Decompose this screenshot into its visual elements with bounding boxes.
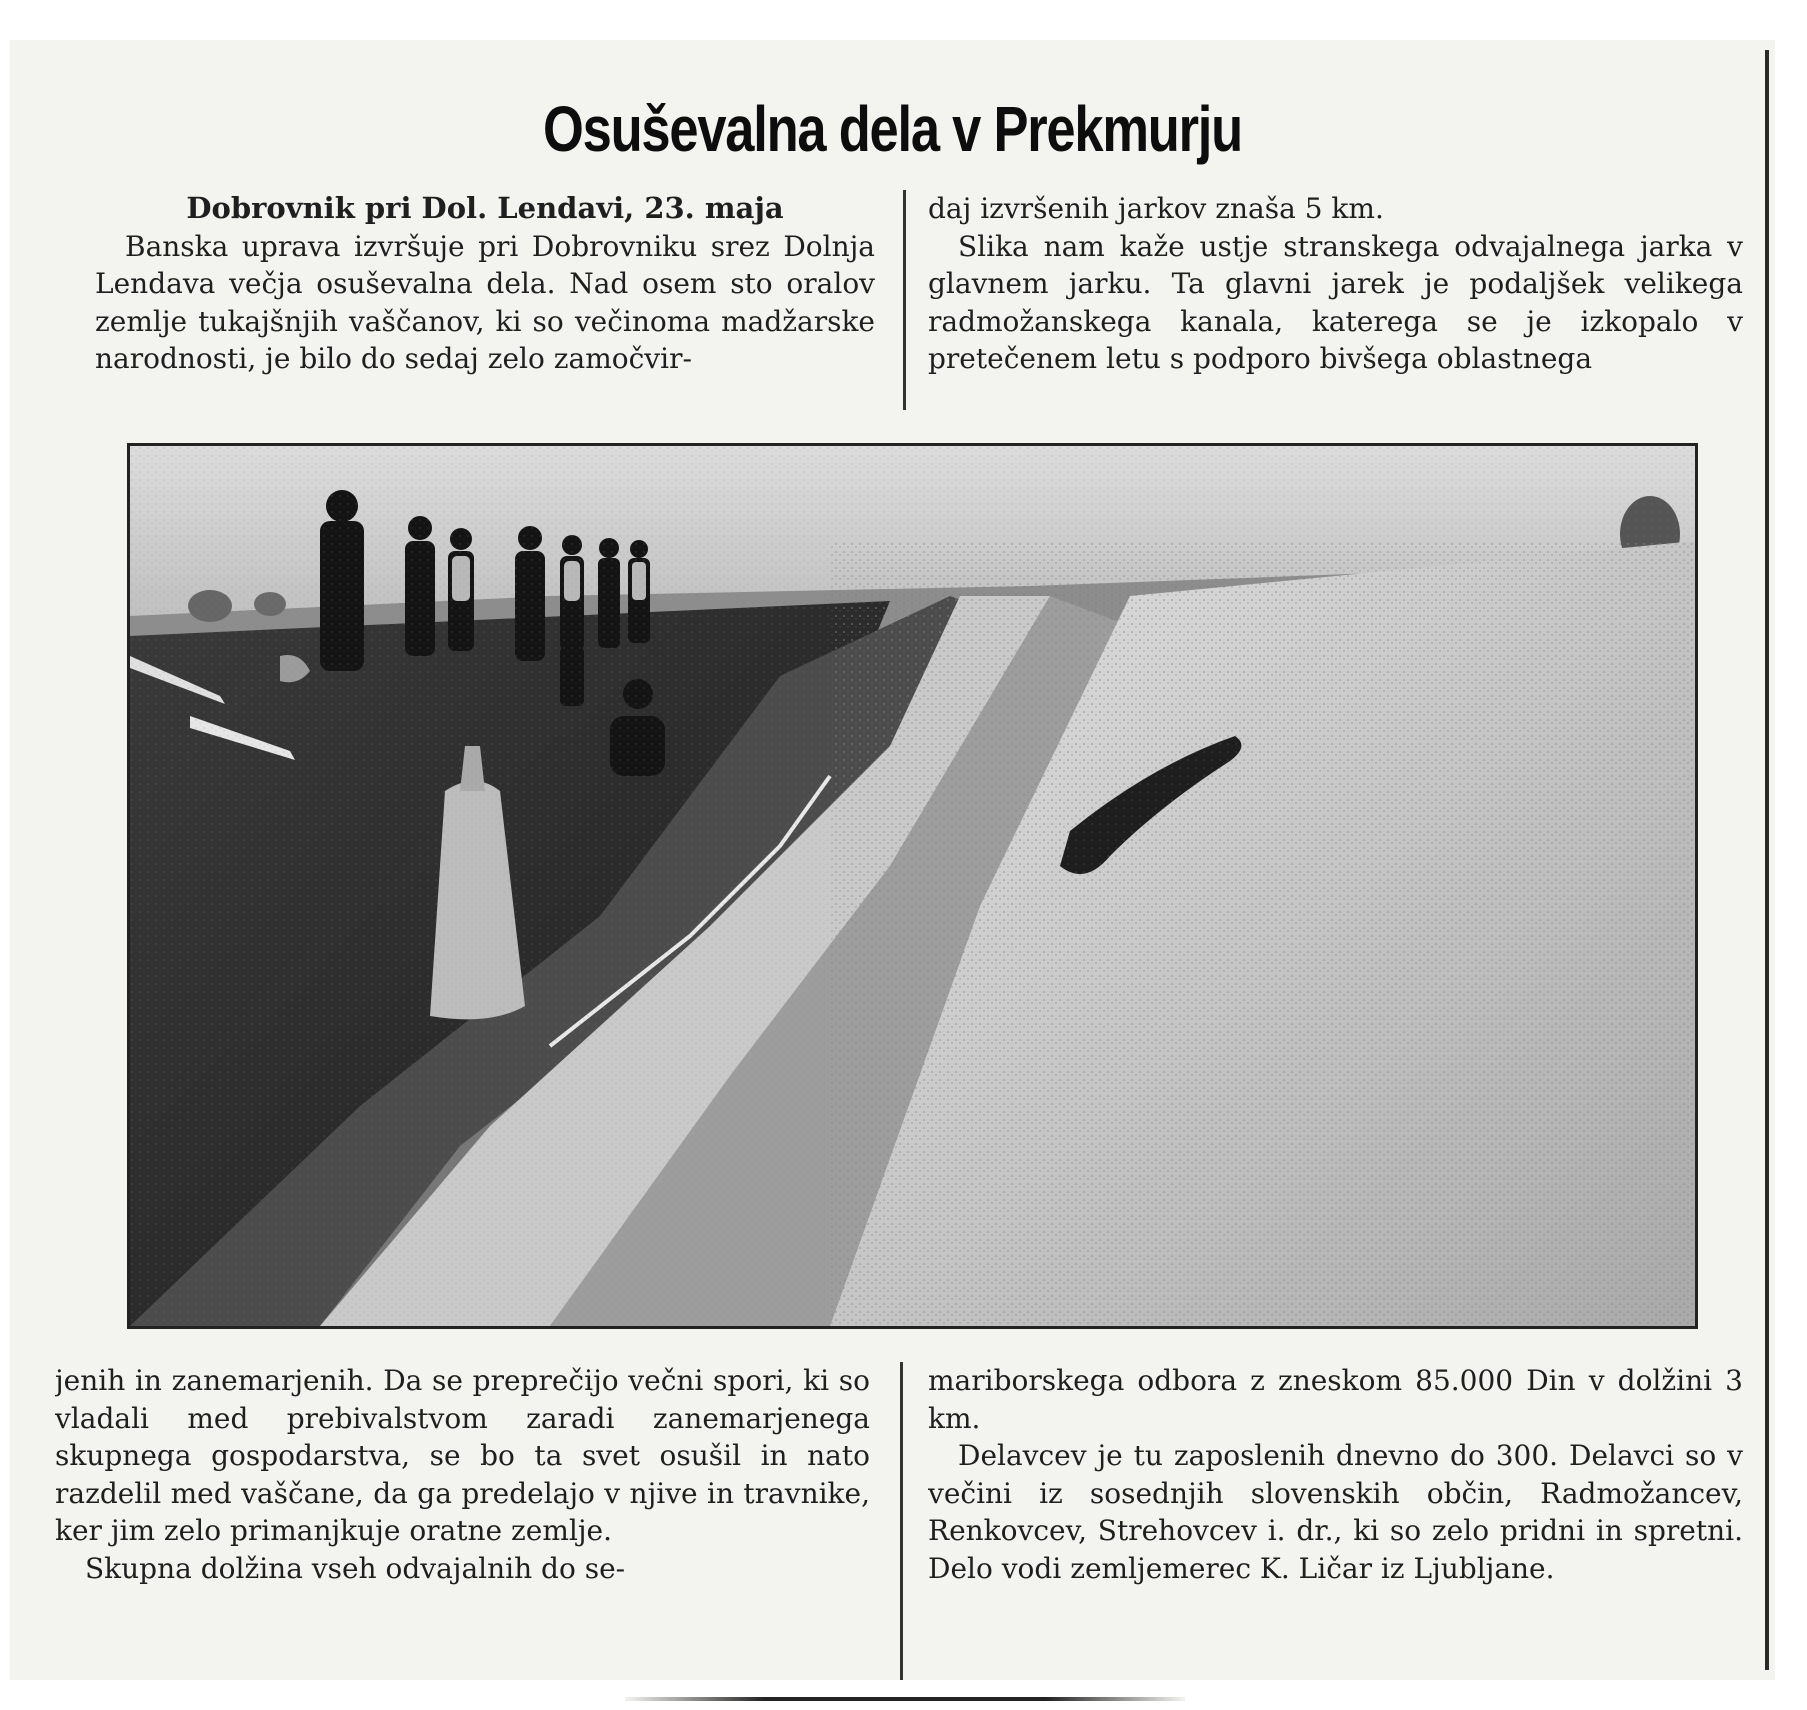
- column-bottom-right: [928, 1362, 1743, 1692]
- headline: Osuševalna dela v Prekmurju: [543, 93, 1242, 165]
- paragraph-bottom-right-1: mariborskega odbora z zneskom 85.000 Din v dolžini 3 km.: [928, 1364, 1743, 1435]
- paragraph-bottom-left-2: Skupna dolžina vseh odvajalnih do se-: [85, 1551, 626, 1585]
- end-of-article-rule: [625, 1697, 1185, 1701]
- paragraph-bottom-right-2: Delavcev je tu zaposlenih dnevno do 300. Delavci so v večini iz sosednjih slovenskih občin, Radmožancev, Renkovcev, Strehovcev i. dr., ki so zelo pridni in spretni. Delo vodi zemljemerec K. Ličar iz Ljubljane.: [928, 1439, 1743, 1585]
- drainage-photo: [127, 443, 1698, 1329]
- paragraph-bottom-left-1: jenih in zanemarjenih. Da se preprečijo večni spori, ki so vladali med prebivalstvom zaradi zanemarjenega skupnega gospodarstva, se bo ta svet osušil in nato razdelil med vaščane, da ga predelajo v njive in travnike, ker jim zelo primanjkuje oratne zemlje.: [55, 1364, 870, 1547]
- page-column-rule: [1765, 50, 1769, 1670]
- column-top-right: [928, 190, 1743, 415]
- paragraph-top-right-1: daj izvršenih jarkov znaša 5 km.: [928, 192, 1384, 225]
- newspaper-page: [10, 40, 1775, 1680]
- column-divider-bottom: [900, 1362, 903, 1680]
- drainage-photo-illustration: [130, 446, 1695, 1326]
- column-divider-top: [903, 190, 906, 410]
- column-bottom-left: [55, 1362, 870, 1692]
- paragraph-top-left: Banska uprava izvršuje pri Dobrovniku srez Dolnja Lendava večja osuševalna dela. Nad osem sto oralov zemlje tukajšnjih vaščanov, ki so večinoma madžarske narodnosti, je bilo do sedaj zelo zamočvir-: [95, 229, 875, 375]
- dateline: Dobrovnik pri Dol. Lendavi, 23. maja: [186, 191, 784, 225]
- column-top-left: [95, 190, 875, 415]
- paragraph-top-right-2: Slika nam kaže ustje stranskega odvajalnega jarka v glavnem jarku. Ta glavni jarek je podaljšek velikega radmožanskega kanala, katerega se je izkopalo v pretečenem letu s podporo bivšega oblastnega: [928, 229, 1743, 375]
